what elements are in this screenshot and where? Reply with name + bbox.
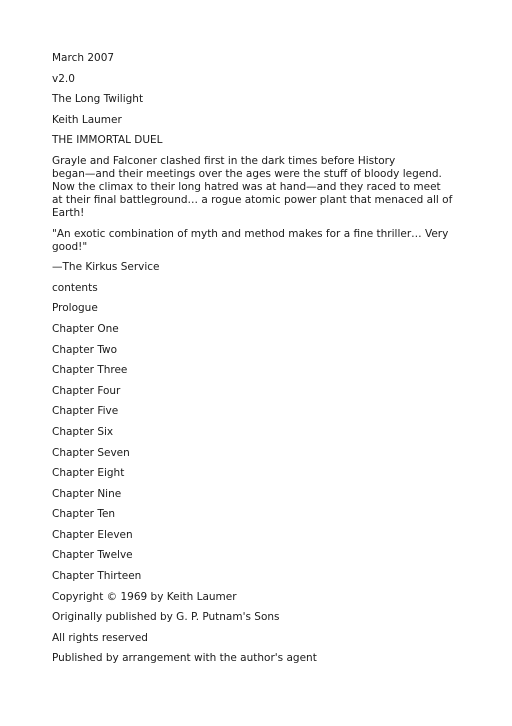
contents-item-chapter-ten[interactable]: Chapter Ten — [52, 508, 116, 521]
contents-item-chapter-two[interactable]: Chapter Two — [52, 343, 118, 356]
blurb-heading: THE IMMORTAL DUEL — [52, 134, 163, 147]
blurb-line: Now the climax to their long hatred was at hand—and they raced to meet — [52, 180, 441, 193]
contents-item-chapter-five[interactable]: Chapter Five — [52, 405, 119, 418]
contents-item-chapter-twelve[interactable]: Chapter Twelve — [52, 549, 133, 562]
original-publisher: Originally published by G. P. Putnam's Sons — [52, 611, 280, 624]
arrangement-statement: Published by arrangement with the author's agent — [52, 652, 317, 665]
contents-item-chapter-one[interactable]: Chapter One — [52, 322, 119, 335]
contents-item-chapter-nine[interactable]: Chapter Nine — [52, 487, 122, 500]
contents-item-chapter-eleven[interactable]: Chapter Eleven — [52, 528, 133, 541]
contents-item-chapter-six[interactable]: Chapter Six — [52, 425, 114, 438]
review-quote-line: good!" — [52, 240, 88, 253]
blurb-line: began—and their meetings over the ages were the stuff of bloody legend. — [52, 167, 442, 180]
release-date: March 2007 — [52, 52, 115, 64]
blurb-line: Earth! — [52, 206, 85, 219]
document-page — [52, 52, 468, 673]
rights-statement: All rights reserved — [52, 631, 148, 644]
book-author: Keith Laumer — [52, 113, 122, 126]
blurb-paragraph — [52, 155, 468, 220]
copyright-notice: Copyright © 1969 by Keith Laumer — [52, 590, 237, 603]
contents-item-chapter-three[interactable]: Chapter Three — [52, 364, 128, 377]
contents-item-chapter-four[interactable]: Chapter Four — [52, 384, 121, 397]
contents-item-chapter-thirteen[interactable]: Chapter Thirteen — [52, 570, 142, 583]
review-quote-line: "An exotic combination of myth and method makes for a fine thriller… Very — [52, 227, 449, 240]
book-title: The Long Twilight — [52, 93, 144, 106]
blurb-line: at their final battleground… a rogue atomic power plant that menaced all of — [52, 193, 453, 206]
version-label: v2.0 — [52, 72, 75, 85]
contents-item-chapter-eight[interactable]: Chapter Eight — [52, 467, 125, 480]
contents-heading: contents — [52, 281, 98, 294]
review-quote — [52, 228, 468, 254]
contents-item-prologue[interactable]: Prologue — [52, 302, 98, 315]
blurb-line: Grayle and Falconer clashed first in the dark times before History — [52, 154, 396, 167]
contents-item-chapter-seven[interactable]: Chapter Seven — [52, 446, 130, 459]
review-source: —The Kirkus Service — [52, 261, 160, 274]
